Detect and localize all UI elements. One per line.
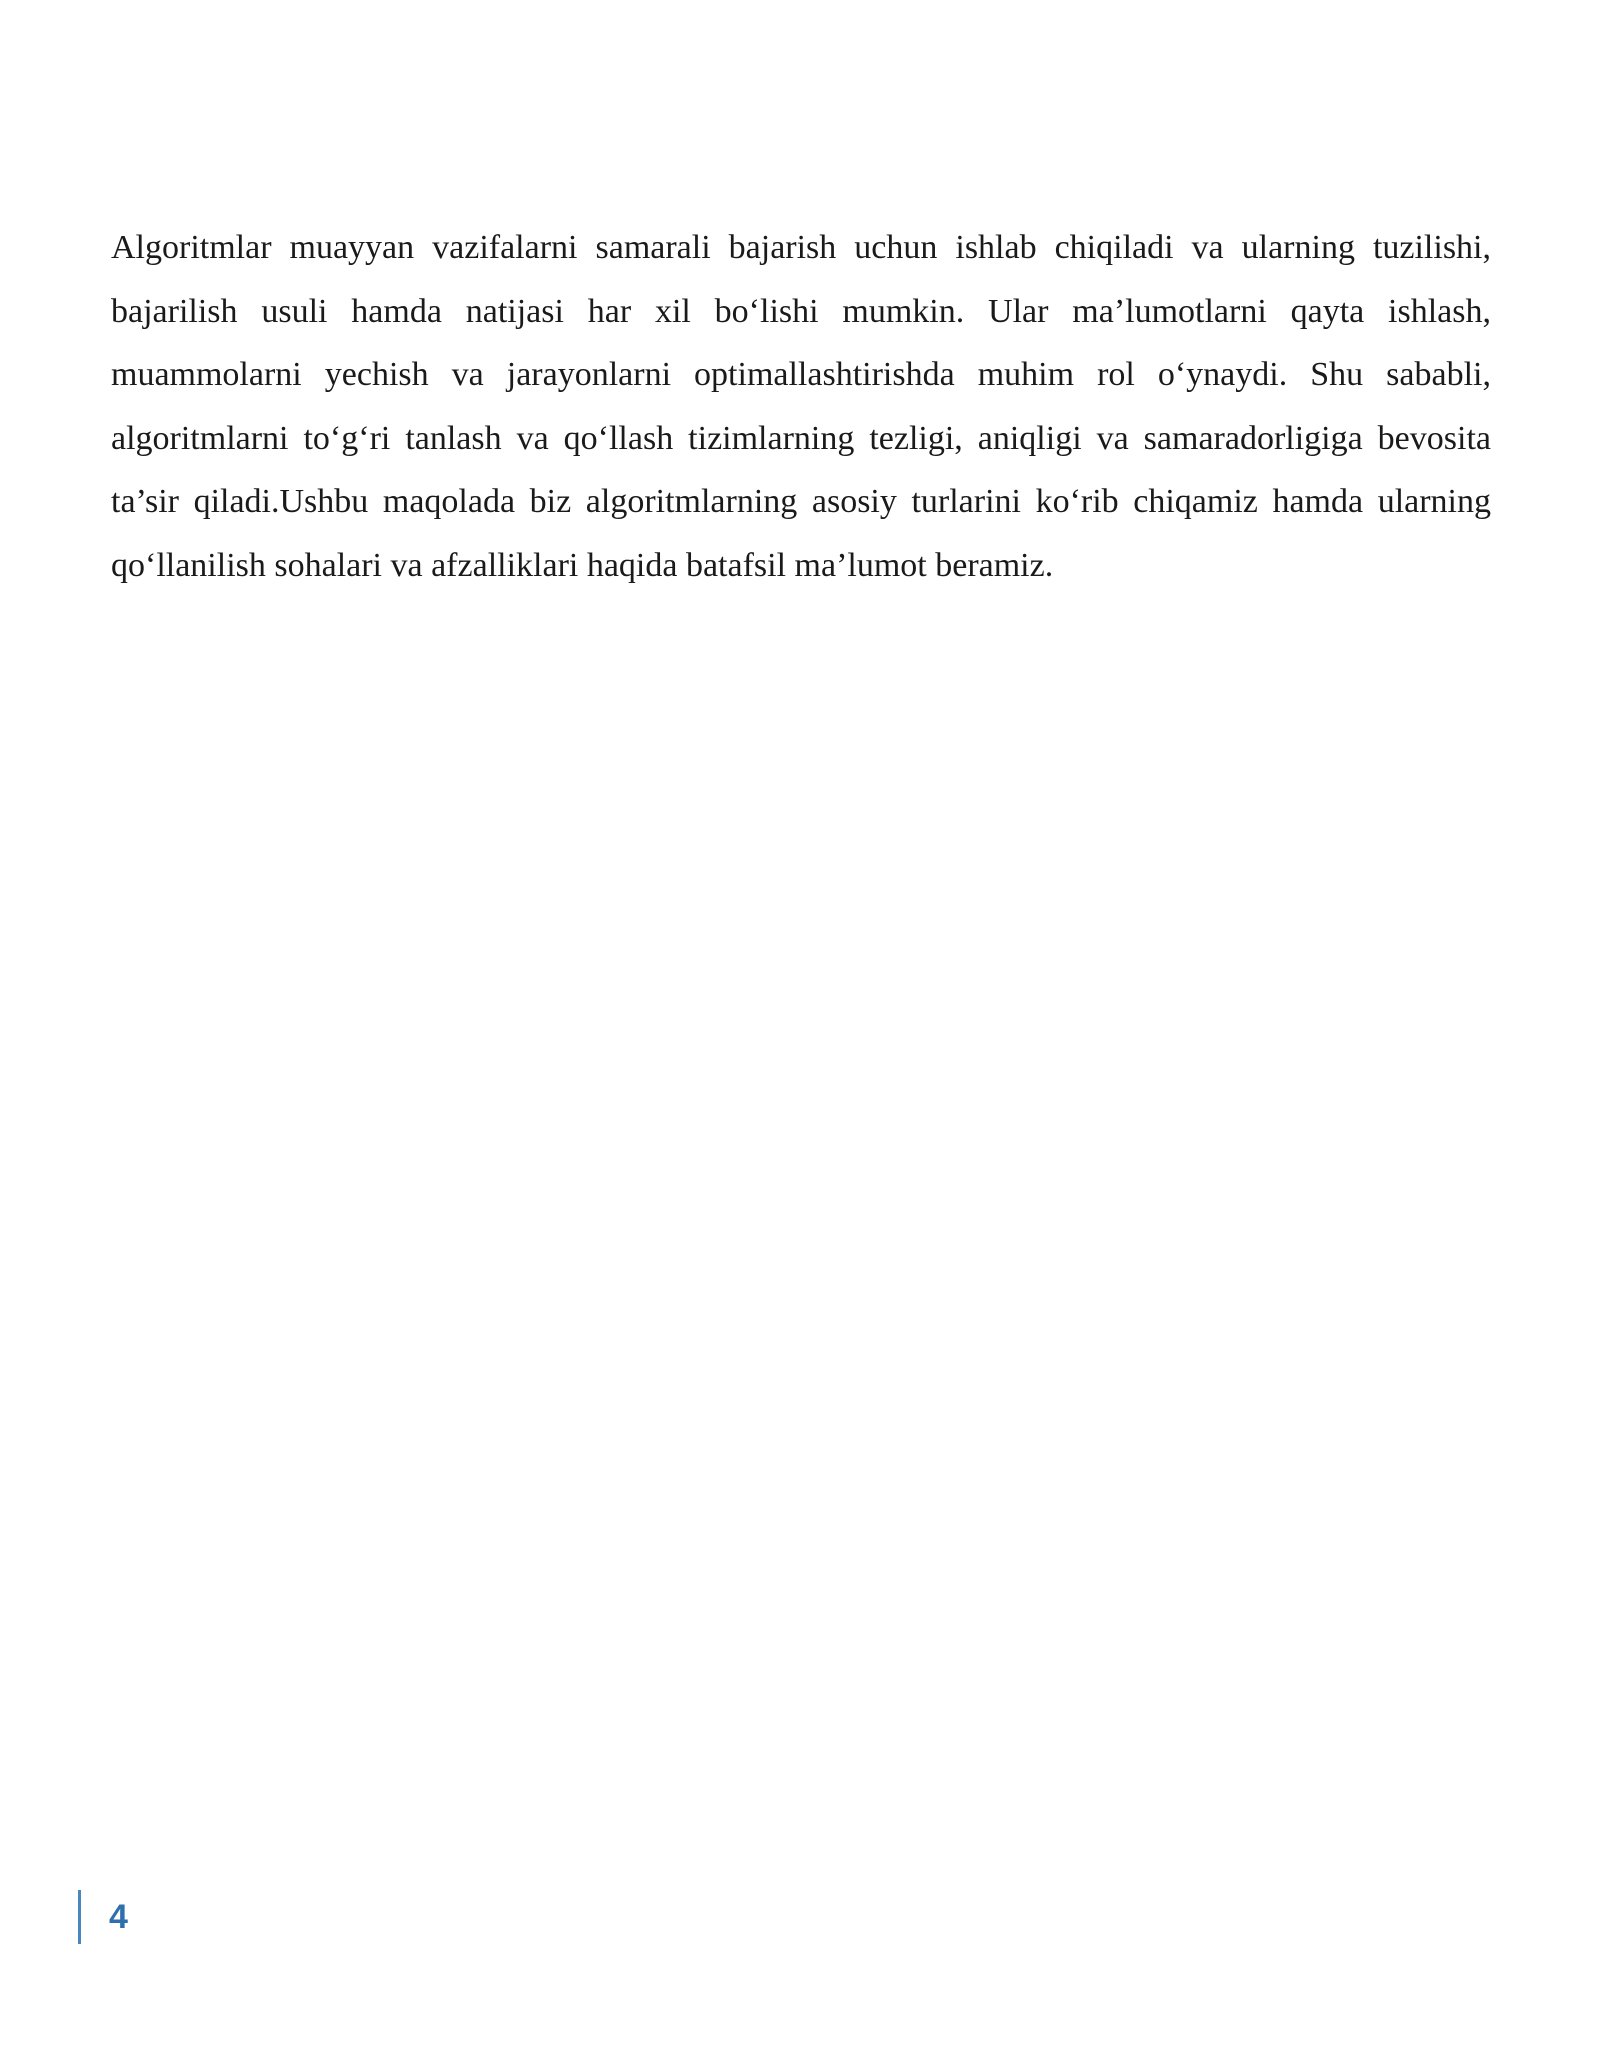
body-paragraph: Algoritmlar muayyan vazifalarni samarali bajarish uchun ishlab chiqiladi va ularning tuzilishi, bajarilish usuli hamda natijasi har xil bo‘lishi mumkin. Ular ma’lumotlarni qayta ishlash, muammolarni yechish va jarayonlarni optimallashtirishda muhim rol o‘ynaydi. Shu sababli, algoritmlarni to‘g‘ri tanlash va qo‘llash tizimlarning tezligi, aniqligi va samaradorligiga bevosita ta’sir qiladi.Ushbu maqolada biz algoritmlarning asosiy turlarini ko‘rib chiqamiz hamda ularning qo‘llanilish sohalari va afzalliklari haqida batafsil ma’lumot beramiz. [111,229,1491,584]
page-number: 4 [78,1890,128,1944]
